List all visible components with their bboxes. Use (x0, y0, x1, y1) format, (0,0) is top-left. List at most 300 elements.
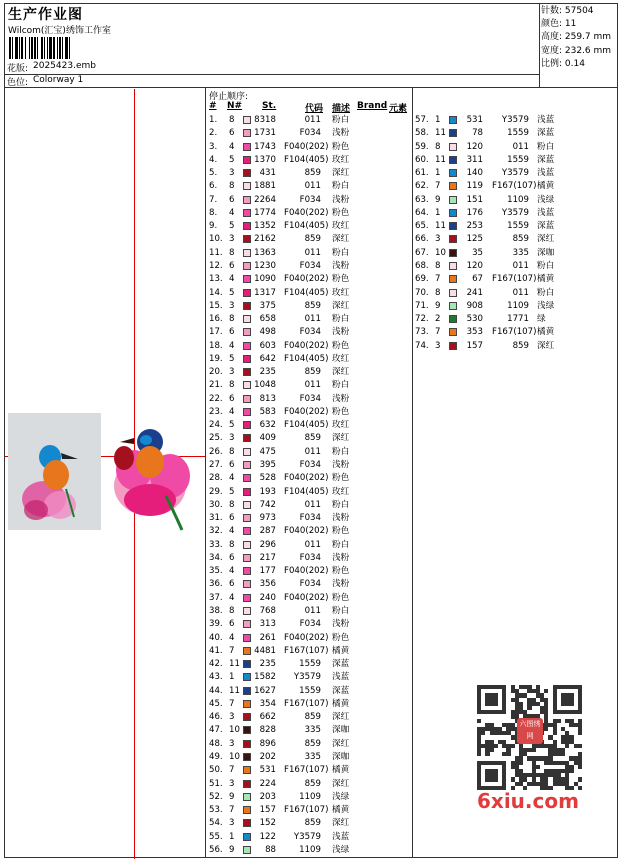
thread-code: Y3579 (501, 115, 529, 125)
thread-code: 011 (304, 499, 321, 510)
stitch-count: 395 (259, 460, 276, 471)
stop-row (415, 247, 615, 260)
stop-number: 58. (415, 128, 429, 139)
needle-number: 3 (229, 712, 235, 723)
thread-color-swatch (243, 607, 251, 615)
stitch-count: 475 (259, 446, 276, 457)
thread-color-swatch (243, 474, 251, 482)
thread-color-swatch (449, 182, 457, 190)
stitch-count: 152 (259, 818, 276, 829)
thread-code: 011 (304, 314, 321, 325)
thread-color-swatch (243, 116, 251, 124)
needle-number: 6 (229, 619, 235, 630)
thread-color-swatch (243, 262, 251, 270)
stop-number: 21. (209, 380, 223, 391)
stitch-count: 119 (466, 181, 483, 192)
needle-number: 3 (435, 340, 441, 351)
needle-number: 8 (229, 380, 235, 391)
stitch-count: 356 (259, 579, 276, 590)
stop-number: 56. (209, 844, 223, 855)
stop-row (415, 313, 615, 326)
thread-code: F034 (299, 128, 321, 139)
stop-number: 41. (209, 645, 223, 656)
stop-row (209, 791, 409, 804)
thread-color-swatch (243, 342, 251, 350)
stitch-count: 1370 (254, 154, 276, 165)
thread-color-swatch (243, 156, 251, 164)
stop-number: 33. (209, 539, 223, 550)
stop-number: 39. (209, 619, 223, 630)
stop-row (415, 141, 615, 154)
stitch-count: 658 (259, 314, 276, 325)
thread-desc: 绿 (537, 314, 546, 325)
thread-desc: 橘黄 (537, 327, 555, 338)
needle-number: 3 (229, 778, 235, 789)
stop-row (415, 154, 615, 167)
thread-code: 1109 (299, 844, 321, 855)
needle-number: 8 (229, 605, 235, 616)
preview-divider (205, 87, 206, 858)
stop-number: 16. (209, 314, 223, 325)
stop-row (209, 379, 409, 392)
qr-module (544, 689, 548, 693)
thread-color-swatch (243, 182, 251, 190)
stop-number: 52. (209, 791, 223, 802)
thread-desc: 橘黄 (332, 698, 350, 709)
stop-number: 40. (209, 632, 223, 643)
qr-module (506, 752, 510, 756)
stop-row (209, 552, 409, 565)
thread-code: F104(405) (284, 154, 329, 165)
thread-color-swatch (243, 713, 251, 721)
stitch-count: 287 (259, 526, 276, 537)
thread-color-swatch (243, 209, 251, 217)
thread-desc: 浅粉 (332, 260, 350, 271)
stop-number: 28. (209, 473, 223, 484)
stop-row (415, 260, 615, 273)
thread-desc: 深蓝 (537, 221, 555, 232)
thread-code: 1559 (507, 128, 529, 139)
needle-number: 7 (229, 805, 235, 816)
thread-desc: 深红 (537, 340, 555, 351)
stop-row (209, 406, 409, 419)
stop-number: 23. (209, 406, 223, 417)
thread-color-swatch (449, 262, 457, 270)
stop-number: 37. (209, 592, 223, 603)
thread-desc: 浅粉 (332, 513, 350, 524)
thread-code: 859 (304, 433, 321, 444)
thread-desc: 粉白 (332, 115, 350, 125)
stop-row (209, 525, 409, 538)
stitch-count: 261 (259, 632, 276, 643)
qr-module (519, 761, 523, 765)
preview-petal-dark (114, 446, 134, 470)
needle-number: 7 (435, 181, 441, 192)
thread-code: 1109 (299, 791, 321, 802)
thread-code: F104(405) (284, 287, 329, 298)
thread-color-swatch (449, 289, 457, 297)
stitch-count: 1363 (254, 247, 276, 258)
needle-number: 1 (435, 207, 441, 218)
thread-desc: 玫红 (332, 221, 350, 232)
thread-color-swatch (243, 289, 251, 297)
thread-desc: 浅粉 (332, 579, 350, 590)
thread-desc: 浅粉 (332, 327, 350, 338)
stop-number: 24. (209, 420, 223, 431)
thread-code: 859 (304, 818, 321, 829)
thread-desc: 粉白 (332, 380, 350, 391)
needle-number: 10 (229, 725, 240, 736)
stitch-count: 1048 (254, 380, 276, 391)
stop-row (415, 326, 615, 339)
stitch-count: 125 (466, 234, 483, 245)
stitch-count: 973 (259, 513, 276, 524)
thread-color-swatch (243, 541, 251, 549)
stop-number: 66. (415, 234, 429, 245)
stop-number: 49. (209, 751, 223, 762)
column-divider (412, 87, 413, 858)
watermark-site: 6xiu.com (477, 789, 579, 813)
stitch-count: 67 (472, 274, 483, 285)
stitch-count: 431 (259, 168, 276, 179)
needle-number: 4 (229, 526, 235, 537)
stop-number: 53. (209, 805, 223, 816)
thread-code: F040(202) (284, 632, 329, 643)
stop-row (209, 711, 409, 724)
needle-number: 11 (435, 128, 446, 139)
needle-number: 8 (229, 181, 235, 192)
thread-color-swatch (243, 501, 251, 509)
stop-number: 12. (209, 260, 223, 271)
thread-color-swatch (449, 235, 457, 243)
thread-color-swatch (243, 488, 251, 496)
needle-number: 9 (229, 791, 235, 802)
stitch-count: 157 (466, 340, 483, 351)
thread-code: 011 (304, 247, 321, 258)
thread-desc: 深咖 (537, 247, 555, 258)
qr-finder (485, 769, 498, 782)
thread-desc: 深红 (332, 300, 350, 311)
thread-desc: 浅粉 (332, 552, 350, 563)
thread-color-swatch (449, 143, 457, 151)
thread-code: F167(107) (492, 274, 537, 285)
stop-number: 46. (209, 712, 223, 723)
thread-desc: 浅绿 (332, 844, 350, 855)
stitch-count: 177 (259, 566, 276, 577)
qr-module (578, 765, 582, 769)
thread-color-swatch (243, 780, 251, 788)
needle-number: 7 (229, 698, 235, 709)
stop-number: 72. (415, 314, 429, 325)
thread-code: 011 (512, 260, 529, 271)
thread-color-swatch (243, 169, 251, 177)
thread-color-swatch (243, 647, 251, 655)
needle-number: 9 (229, 844, 235, 855)
thread-desc: 粉白 (332, 539, 350, 550)
needle-number: 5 (229, 287, 235, 298)
thread-code: F034 (299, 194, 321, 205)
thread-desc: 橘黄 (332, 805, 350, 816)
stitch-count: 235 (259, 367, 276, 378)
page-title: 生产作业图 (8, 7, 83, 23)
needle-number: 2 (435, 314, 441, 325)
stitch-count: 193 (259, 486, 276, 497)
thread-desc: 粉色 (332, 406, 350, 417)
thread-code: F167(107) (492, 181, 537, 192)
needle-number: 8 (229, 247, 235, 258)
thread-color-swatch (243, 235, 251, 243)
company-name: Wilcom(汇宝)绣饰工作室 (8, 26, 111, 36)
stop-row (209, 340, 409, 353)
needle-number: 1 (229, 831, 235, 842)
stitch-count: 603 (259, 340, 276, 351)
needle-number: 3 (435, 234, 441, 245)
thread-desc: 深蓝 (537, 154, 555, 165)
thread-code: F104(405) (284, 486, 329, 497)
thread-color-swatch (449, 315, 457, 323)
stitch-count: 1090 (254, 274, 276, 285)
thread-code: 011 (304, 380, 321, 391)
stop-number: 19. (209, 353, 223, 364)
stop-number: 25. (209, 433, 223, 444)
stop-number: 5. (209, 168, 218, 179)
thread-color-swatch (243, 315, 251, 323)
needle-number: 3 (229, 433, 235, 444)
col-header-code: 代码 (305, 104, 324, 114)
stitch-count: 224 (259, 778, 276, 789)
stop-row (209, 539, 409, 552)
stop-number: 22. (209, 393, 223, 404)
preview-bird-body (136, 446, 164, 478)
stop-number: 57. (415, 115, 429, 125)
thread-color-swatch (449, 302, 457, 310)
needle-number: 4 (229, 274, 235, 285)
thread-code: 1559 (299, 685, 321, 696)
thread-code: 859 (304, 778, 321, 789)
stop-row (209, 592, 409, 605)
stitch-count: 742 (259, 499, 276, 510)
thread-color-swatch (243, 129, 251, 137)
needle-number: 4 (229, 141, 235, 152)
stitch-count: 908 (466, 300, 483, 311)
thread-code: Y3579 (501, 168, 529, 179)
thread-desc: 深蓝 (332, 659, 350, 670)
stop-number: 17. (209, 327, 223, 338)
thread-code: 1109 (507, 300, 529, 311)
thread-code: F034 (299, 460, 321, 471)
needle-number: 4 (229, 632, 235, 643)
thread-color-swatch (449, 116, 457, 124)
thread-color-swatch (243, 594, 251, 602)
needle-number: 1 (435, 168, 441, 179)
stitch-count: 1774 (254, 207, 276, 218)
thread-color-swatch (243, 793, 251, 801)
qr-module (578, 777, 582, 781)
needle-number: 5 (229, 154, 235, 165)
stop-row (209, 393, 409, 406)
thread-desc: 深蓝 (332, 685, 350, 696)
needle-number: 8 (229, 539, 235, 550)
stitch-count: 353 (466, 327, 483, 338)
stitch-count: 311 (466, 154, 483, 165)
thread-color-swatch (243, 740, 251, 748)
needle-number: 3 (229, 738, 235, 749)
stop-number: 55. (209, 831, 223, 842)
stitch-count: 1881 (254, 181, 276, 192)
colorway-name: Colorway 1 (33, 75, 84, 85)
thread-desc: 橘黄 (332, 765, 350, 776)
thread-code: F034 (299, 327, 321, 338)
stop-number: 65. (415, 221, 429, 232)
stitch-count: 768 (259, 605, 276, 616)
stop-number: 47. (209, 725, 223, 736)
thread-desc: 浅粉 (332, 619, 350, 630)
stop-number: 1. (209, 115, 218, 125)
stop-row (209, 472, 409, 485)
thread-code: F034 (299, 579, 321, 590)
thread-desc: 玫红 (332, 353, 350, 364)
stitch-count: 203 (259, 791, 276, 802)
thread-code: 1559 (507, 221, 529, 232)
thread-desc: 粉白 (332, 181, 350, 192)
needle-number: 6 (229, 260, 235, 271)
thread-color-swatch (243, 580, 251, 588)
stop-number: 29. (209, 486, 223, 497)
stitch-count: 140 (466, 168, 483, 179)
thread-code: F167(107) (492, 327, 537, 338)
stop-number: 26. (209, 446, 223, 457)
needle-number: 8 (229, 115, 235, 125)
stop-row (209, 844, 409, 857)
thread-color-swatch (243, 620, 251, 628)
stop-row (415, 114, 615, 127)
stitch-count: 8318 (254, 115, 276, 125)
stop-number: 43. (209, 672, 223, 683)
qr-module (578, 744, 582, 748)
stop-number: 7. (209, 194, 218, 205)
thread-desc: 玫红 (332, 420, 350, 431)
thread-desc: 粉色 (332, 141, 350, 152)
thread-color-swatch (243, 753, 251, 761)
stop-row (209, 831, 409, 844)
thread-code: 011 (304, 181, 321, 192)
thread-color-swatch (449, 222, 457, 230)
stop-row (415, 273, 615, 286)
col-header-element: 元素 (389, 104, 408, 114)
stop-number: 51. (209, 778, 223, 789)
needle-number: 10 (229, 751, 240, 762)
stop-row (209, 114, 409, 127)
stop-row (209, 180, 409, 193)
col-header-stitches: St. (262, 101, 277, 111)
thread-code: 011 (512, 141, 529, 152)
stop-sequence-heading: 停止顺序: (209, 92, 249, 102)
needle-number: 9 (435, 300, 441, 311)
thread-color-swatch (243, 249, 251, 257)
design-thumbnail (8, 413, 101, 530)
stop-number: 4. (209, 154, 218, 165)
thread-code: F040(202) (284, 340, 329, 351)
thread-code: F167(107) (284, 645, 329, 656)
thread-color-swatch (243, 381, 251, 389)
stop-number: 54. (209, 818, 223, 829)
design-file: 2025423.emb (33, 61, 96, 71)
preview-bird-beak (120, 438, 134, 444)
qr-module (494, 744, 498, 748)
stop-number: 2. (209, 128, 218, 139)
thread-desc: 深蓝 (537, 128, 555, 139)
thread-code: F104(405) (284, 420, 329, 431)
stop-row (415, 300, 615, 313)
thread-desc: 深红 (332, 712, 350, 723)
stop-number: 38. (209, 605, 223, 616)
stitch-count: 88 (265, 844, 276, 855)
qr-module (490, 748, 494, 752)
thread-color-swatch (243, 726, 251, 734)
needle-number: 4 (229, 473, 235, 484)
watermark-stamp: 六图绣网 (517, 718, 543, 744)
stop-row (415, 167, 615, 180)
thread-code: 859 (512, 340, 529, 351)
thread-color-swatch (243, 408, 251, 416)
stop-row (415, 194, 615, 207)
qr-module (557, 719, 561, 723)
stop-number: 27. (209, 460, 223, 471)
thread-color-swatch (243, 687, 251, 695)
qr-module (485, 752, 489, 756)
stitch-count: 409 (259, 433, 276, 444)
stop-row (209, 459, 409, 472)
stop-row (209, 247, 409, 260)
thread-desc: 粉白 (332, 247, 350, 258)
col-header-brand: Brand (357, 101, 388, 111)
stitch-count: 4481 (254, 645, 276, 656)
needle-number: 10 (435, 247, 446, 258)
thread-desc: 浅绿 (332, 791, 350, 802)
needle-number: 6 (229, 327, 235, 338)
thread-color-swatch (243, 527, 251, 535)
thread-desc: 粉白 (537, 260, 555, 271)
needle-number: 6 (229, 513, 235, 524)
stop-row (209, 287, 409, 300)
thumbnail-petal-dark (24, 500, 48, 520)
stitch-count: 1731 (254, 128, 276, 139)
thread-color-swatch (449, 275, 457, 283)
qr-module (481, 731, 485, 735)
thread-code: F034 (299, 260, 321, 271)
stitch-count: 528 (259, 473, 276, 484)
stop-row (209, 751, 409, 764)
stitch-count: 583 (259, 406, 276, 417)
stop-number: 42. (209, 659, 223, 670)
stop-number: 50. (209, 765, 223, 776)
qr-module (578, 731, 582, 735)
thread-desc: 橘黄 (537, 181, 555, 192)
stitch-count: 498 (259, 327, 276, 338)
preview-bird-eye-patch (140, 435, 152, 445)
stop-row (209, 419, 409, 432)
needle-number: 7 (435, 274, 441, 285)
needle-number: 9 (435, 194, 441, 205)
stop-row (415, 127, 615, 140)
needle-number: 6 (229, 128, 235, 139)
thread-color-swatch (243, 434, 251, 442)
thread-code: 011 (512, 287, 529, 298)
thread-code: F104(405) (284, 221, 329, 232)
qr-module (477, 719, 481, 723)
stitch-count: 313 (259, 619, 276, 630)
stop-row (209, 366, 409, 379)
